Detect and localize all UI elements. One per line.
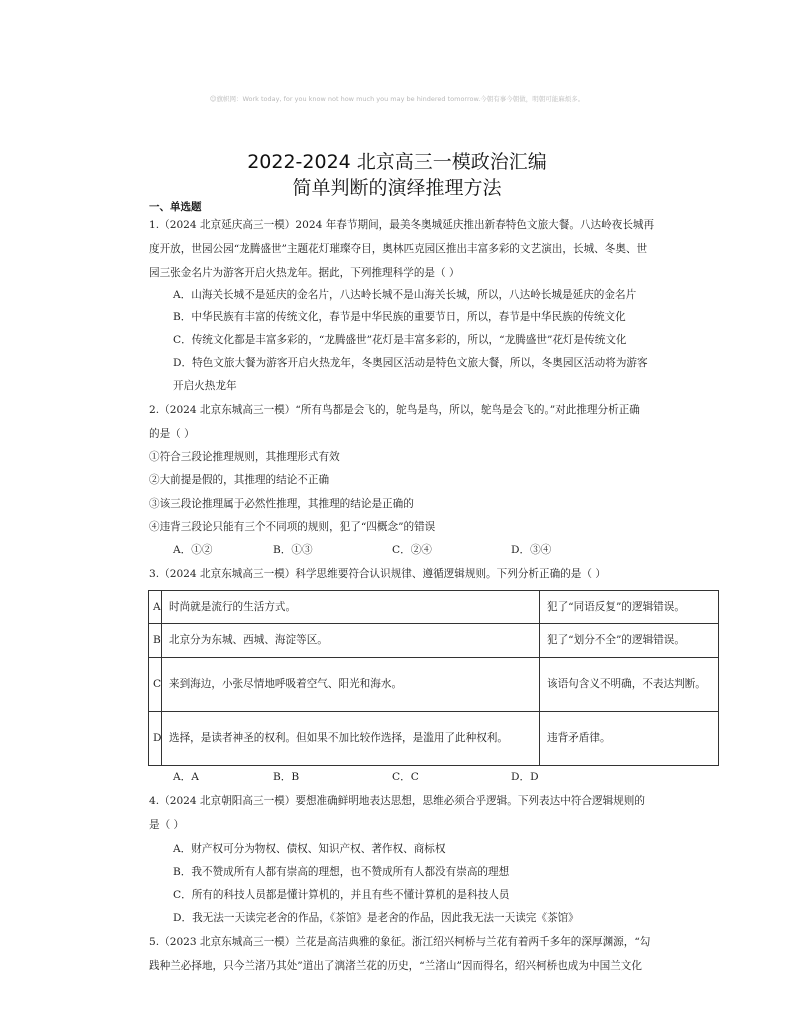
q2-stem-line-1: 2.（2024 北京东城高三一模）“所有鸟都是会飞的，鸵鸟是鸟，所以，鸵鸟是会飞的。”对此推理分析正确 [149,404,640,416]
row-d-letter: D [149,712,162,766]
watermark-text: ☺旗帜网：Work today, for you know not how much you may be hindered tomorrow.今朝有事今朝做，明朝可能麻烦多。 [209,95,585,103]
q1-stem-line-3: 园三张金名片为游客开启火热龙年。据此，下列推理科学的是（ ） [149,267,460,279]
q1-option-a: A．山海关长城不是延庆的金名片，八达岭长城不是山海关长城，所以，八达岭长城是延庆的金名片 [173,289,637,301]
q3-answer-a: A．A [173,771,199,783]
section-heading: 一、单选题 [149,201,202,213]
q2-answer-c: C．②④ [392,544,432,556]
row-b-analysis: 犯了“划分不全”的逻辑错误。 [540,624,719,658]
q2-statement-2: ②大前提是假的，其推理的结论不正确 [149,474,330,486]
q4-stem-line-2: 是（ ） [149,819,185,831]
row-c-statement: 来到海边，小张尽情地呼吸着空气、阳光和海水。 [162,658,540,712]
table-row [149,624,719,658]
q5-stem-line-2: 践种兰必择地，只今兰渚乃其处”道出了漓渚兰花的历史，“兰渚山”因而得名，绍兴柯桥也成为中国兰文化 [149,960,642,972]
q3-answer-b: B．B [273,771,300,783]
row-d-statement: 选择，是读者神圣的权利。但如果不加比较作选择，是滥用了此种权利。 [162,712,540,766]
row-d-analysis: 违背矛盾律。 [540,712,719,766]
q3-answer-d: D．D [511,771,539,783]
table-row [149,591,719,624]
q1-option-d-continued: 开启火热龙年 [173,380,237,392]
row-a-letter: A [149,591,162,624]
q2-answer-b: B．①③ [273,544,313,556]
q3-answer-c: C．C [392,771,419,783]
row-c-analysis: 该语句含义不明确，不表达判断。 [540,658,719,712]
q4-option-b: B．我不赞成所有人都有崇高的理想，也不赞成所有人都没有崇高的理想 [173,866,510,878]
q4-option-a: A．财产权可分为物权、债权、知识产权、著作权、商标权 [173,843,446,855]
q3-stem: 3.（2024 北京东城高三一模）科学思维要符合认识规律、遵循逻辑规则。下列分析正确的是（ ） [149,568,606,580]
q1-option-d: D．特色文旅大餐为游客开启火热龙年，冬奥园区活动是特色文旅大餐，所以，冬奥园区活动将为游客 [173,357,648,369]
q2-statement-3: ③该三段论推理属于必然性推理，其推理的结论是正确的 [149,498,414,510]
row-b-statement: 北京分为东城、西城、海淀等区。 [162,624,540,658]
table-row [149,712,719,766]
q5-stem-line-1: 5.（2023 北京东城高三一模）兰花是高洁典雅的象征。浙江绍兴柯桥与兰花有着两千多年的深厚渊源，“勾 [149,936,651,948]
q1-option-b: B．中华民族有丰富的传统文化，春节是中华民族的重要节日，所以，春节是中华民族的传统文化 [173,311,626,323]
document-title: 2022-2024 北京高三一模政治汇编 [247,151,547,173]
q4-option-c: C．所有的科技人员都是懂计算机的，并且有些不懂计算机的是科技人员 [173,889,510,901]
document-subtitle: 简单判断的演绎推理方法 [292,177,502,199]
q2-answer-a: A．①② [173,544,213,556]
q3-option-table [148,590,719,766]
row-a-analysis: 犯了“同语反复”的逻辑错误。 [540,591,719,624]
q1-stem-line-2: 度开放，世园公园“龙腾盛世”主题花灯璀璨夺目，奥林匹克园区推出丰富多彩的文艺演出，长城、冬奥、世 [149,243,648,255]
table-row [149,658,719,712]
q2-answer-d: D．③④ [511,544,552,556]
q1-option-c: C．传统文化都是丰富多彩的，“龙腾盛世”花灯是丰富多彩的，所以，“龙腾盛世”花灯是传统文化 [173,334,627,346]
row-a-statement: 时尚就是流行的生活方式。 [162,591,540,624]
row-b-letter: B [149,624,162,658]
q1-stem-line-1: 1.（2024 北京延庆高三一模）2024 年春节期间，最美冬奥城延庆推出新春特色文旅大餐。八达岭夜长城再 [149,219,655,231]
q4-stem-line-1: 4.（2024 北京朝阳高三一模）要想准确鲜明地表达思想，思维必须合乎逻辑。下列表达中符合逻辑规则的 [149,795,645,807]
q4-option-d: D．我无法一天读完老舍的作品，《茶馆》是老舍的作品，因此我无法一天读完《茶馆》 [173,912,579,924]
row-c-letter: C [149,658,162,712]
q2-statement-1: ①符合三段论推理规则，其推理形式有效 [149,451,340,463]
q2-stem-line-2: 的是（ ） [149,428,195,440]
q2-statement-4: ④违背三段论只能有三个不同项的规则，犯了“四概念”的错误 [149,521,436,533]
